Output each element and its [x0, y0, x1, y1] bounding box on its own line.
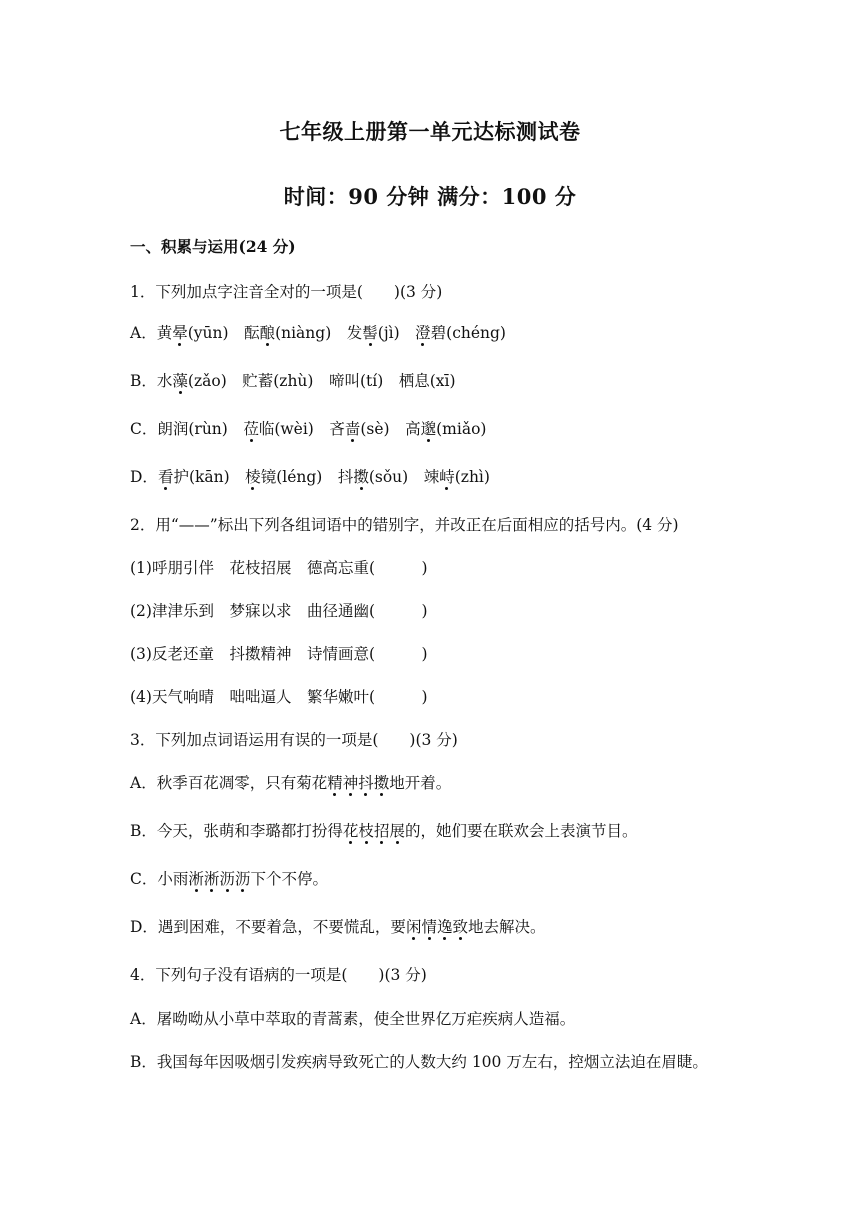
- dotted-char: 致: [452, 918, 468, 936]
- text: (niàng) 发: [275, 324, 363, 342]
- dotted-char: 抖: [358, 774, 374, 792]
- dotted-phrase: [343, 822, 405, 840]
- text: C．小雨: [130, 870, 189, 888]
- text: (jì): [377, 324, 416, 342]
- dotted-char: 酿: [259, 324, 276, 342]
- text: 的，她们要在联欢会上表演节目。: [404, 822, 638, 840]
- text: (miǎo): [436, 420, 487, 438]
- dotted-char: 峙: [439, 468, 455, 486]
- dotted-char: 情: [421, 918, 437, 936]
- dotted-phrase: [327, 774, 389, 792]
- text: B．水: [130, 372, 173, 390]
- text: 碧(chéng): [430, 324, 506, 342]
- question-4-stem: 4．下列句子没有语病的一项是( )(3 分): [130, 966, 427, 984]
- dotted-char: 招: [373, 822, 390, 840]
- dotted-char: 擞: [353, 468, 369, 486]
- dotted-char: 神: [342, 774, 359, 792]
- dotted-char: 髻: [362, 324, 378, 342]
- dotted-char: 逸: [436, 918, 453, 936]
- dotted-char: 看: [157, 468, 174, 486]
- dotted-char: 啬: [344, 420, 361, 438]
- question-2-item: (1)呼朋引伴 花枝招展 德高忘重( ): [130, 559, 428, 577]
- question-1-option-d: [130, 465, 740, 489]
- dotted-char: 花: [342, 822, 359, 840]
- question-3-stem: 3．下列加点词语运用有误的一项是( )(3 分): [130, 731, 458, 749]
- text: D．遇到困难，不要着急，不要慌乱，要: [130, 918, 406, 936]
- text: A．黄: [130, 324, 173, 342]
- page-subtitle: 时间：90 分钟 满分：100 分: [283, 184, 577, 209]
- question-3-option-d: [130, 915, 740, 939]
- question-1-option-c: [130, 417, 740, 441]
- dotted-char: 擞: [373, 774, 390, 792]
- dotted-char: 棱: [245, 468, 261, 486]
- question-4-option-a: A．屠呦呦从小草中萃取的青蒿素，使全世界亿万疟疾病人造福。: [130, 1010, 576, 1028]
- dotted-char: 淅: [203, 870, 220, 888]
- dotted-char: 枝: [358, 822, 374, 840]
- dotted-char: 藻: [172, 372, 188, 390]
- dotted-char: 精: [327, 774, 343, 792]
- dotted-char: 淅: [188, 870, 204, 888]
- dotted-char: 沥: [234, 870, 251, 888]
- text: 护(kān): [173, 468, 246, 486]
- text: D．: [130, 468, 158, 486]
- question-2-item: (4)天气响晴 咄咄逼人 繁华嫩叶( ): [130, 688, 428, 706]
- question-2-stem: 2．用“——”标出下列各组词语中的错别字，并改正在后面相应的括号内。(4 分): [130, 516, 679, 534]
- dotted-char: 邈: [420, 420, 437, 438]
- text: B．今天，张萌和李璐都打扮得: [130, 822, 343, 840]
- text: (zǎo) 贮蓄(zhù) 啼叫(tí) 栖息(xī): [187, 372, 456, 390]
- dotted-char: 澄: [415, 324, 431, 342]
- question-1-stem: 1．下列加点字注音全对的一项是( )(3 分): [130, 283, 443, 301]
- question-1-option-a: [130, 321, 740, 345]
- dotted-phrase: [406, 918, 468, 936]
- question-3-option-c: [130, 867, 740, 891]
- question-2-item: (3)反老还童 抖擞精神 诗情画意( ): [130, 645, 428, 663]
- text: C．朗润(rùn): [130, 420, 244, 438]
- text: 临(wèi) 吝: [258, 420, 345, 438]
- dotted-char: 闲: [405, 918, 422, 936]
- text: 下个不停。: [250, 870, 328, 888]
- question-1-option-b: [130, 369, 740, 393]
- text: 镜(léng) 抖: [260, 468, 354, 486]
- question-4-option-b: B．我国每年因吸烟引发疾病导致死亡的人数大约 100 万左右，控烟立法迫在眉睫。: [130, 1053, 708, 1071]
- text: A．秋季百花凋零，只有菊花: [130, 774, 328, 792]
- page-title: 七年级上册第一单元达标测试卷: [279, 119, 581, 144]
- text: 地去解决。: [468, 918, 546, 936]
- text: (zhì): [454, 468, 490, 486]
- dotted-char: 展: [389, 822, 405, 840]
- text: (sǒu) 竦: [368, 468, 440, 486]
- dotted-phrase: [188, 870, 250, 888]
- question-2-item: (2)津津乐到 梦寐以求 曲径通幽( ): [130, 602, 428, 620]
- dotted-char: 晕: [172, 324, 188, 342]
- dotted-char: 莅: [243, 420, 259, 438]
- text: (sè) 高: [360, 420, 421, 438]
- dotted-char: 沥: [219, 870, 235, 888]
- section-heading: 一、积累与运用(24 分): [130, 237, 296, 256]
- text: (yūn) 酝: [187, 324, 260, 342]
- text: 地开着。: [389, 774, 452, 792]
- question-3-option-b: [130, 819, 740, 843]
- question-3-option-a: [130, 771, 740, 795]
